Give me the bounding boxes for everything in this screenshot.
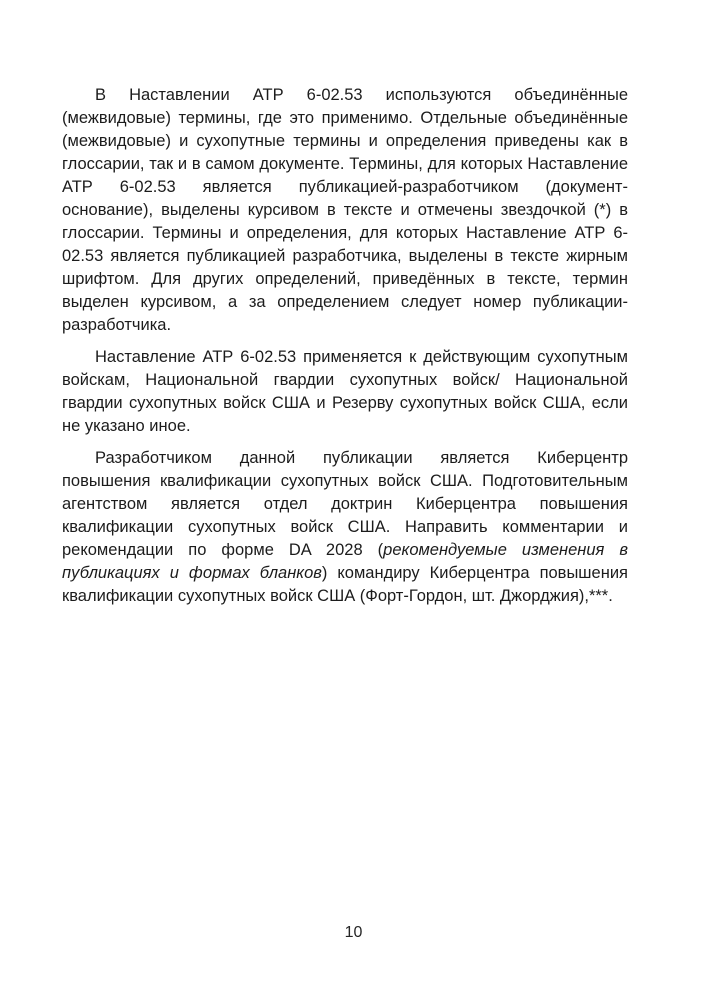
text-run: Разработчиком данной публикации является Киберцентр повышения квалификации сухопутных войск США. Подготовительным агентством является отдел доктрин Киберцентра повышения квалификации сухопутных войск США. Направить комментарии и рекомендации по форме DA 2028 (	[62, 449, 628, 559]
text-run: В Наставлении АТР 6-02.53 используются объединённые (межвидовые) термины, где это применимо. Отдельные объединённые (межвидовые) и сухопутные термины и определения приведены как в глоссарии, так и в самом документе. Термины, для которых Наставление АТР 6-02.53 является публикацией-разработчиком (документ- основание), выделены курсивом в тексте и отмечены звездочкой (*) в глоссарии. Термины и определения, для которых Наставление АТР 6-02.53 является публикацией разработчика, выделены в тексте жирным шрифтом. Для других определений, приведённых в тексте, термин выделен курсивом, а за определением следует номер публикации-разработчика.	[62, 86, 628, 334]
paragraph-applicability	[62, 346, 628, 438]
page-content	[62, 84, 628, 617]
text-run: рекомендуемые изменения в публикациях и формах бланков	[62, 541, 629, 582]
paragraph-terms-usage	[62, 84, 628, 337]
text-run: ) командиру Киберцентра повышения квалификации сухопутных войск США (Форт-Гордон, шт. Джорджия),***.	[62, 564, 628, 605]
text-run: Наставление АТР 6-02.53 применяется к действующим сухопутным войскам, Национальной гвардии сухопутных войск/ Национальной гвардии сухопутных войск США и Резерву сухопутных войск США, если не указано иное.	[62, 348, 628, 435]
page-number: 10	[344, 924, 363, 941]
paragraph-proponent	[62, 447, 628, 608]
